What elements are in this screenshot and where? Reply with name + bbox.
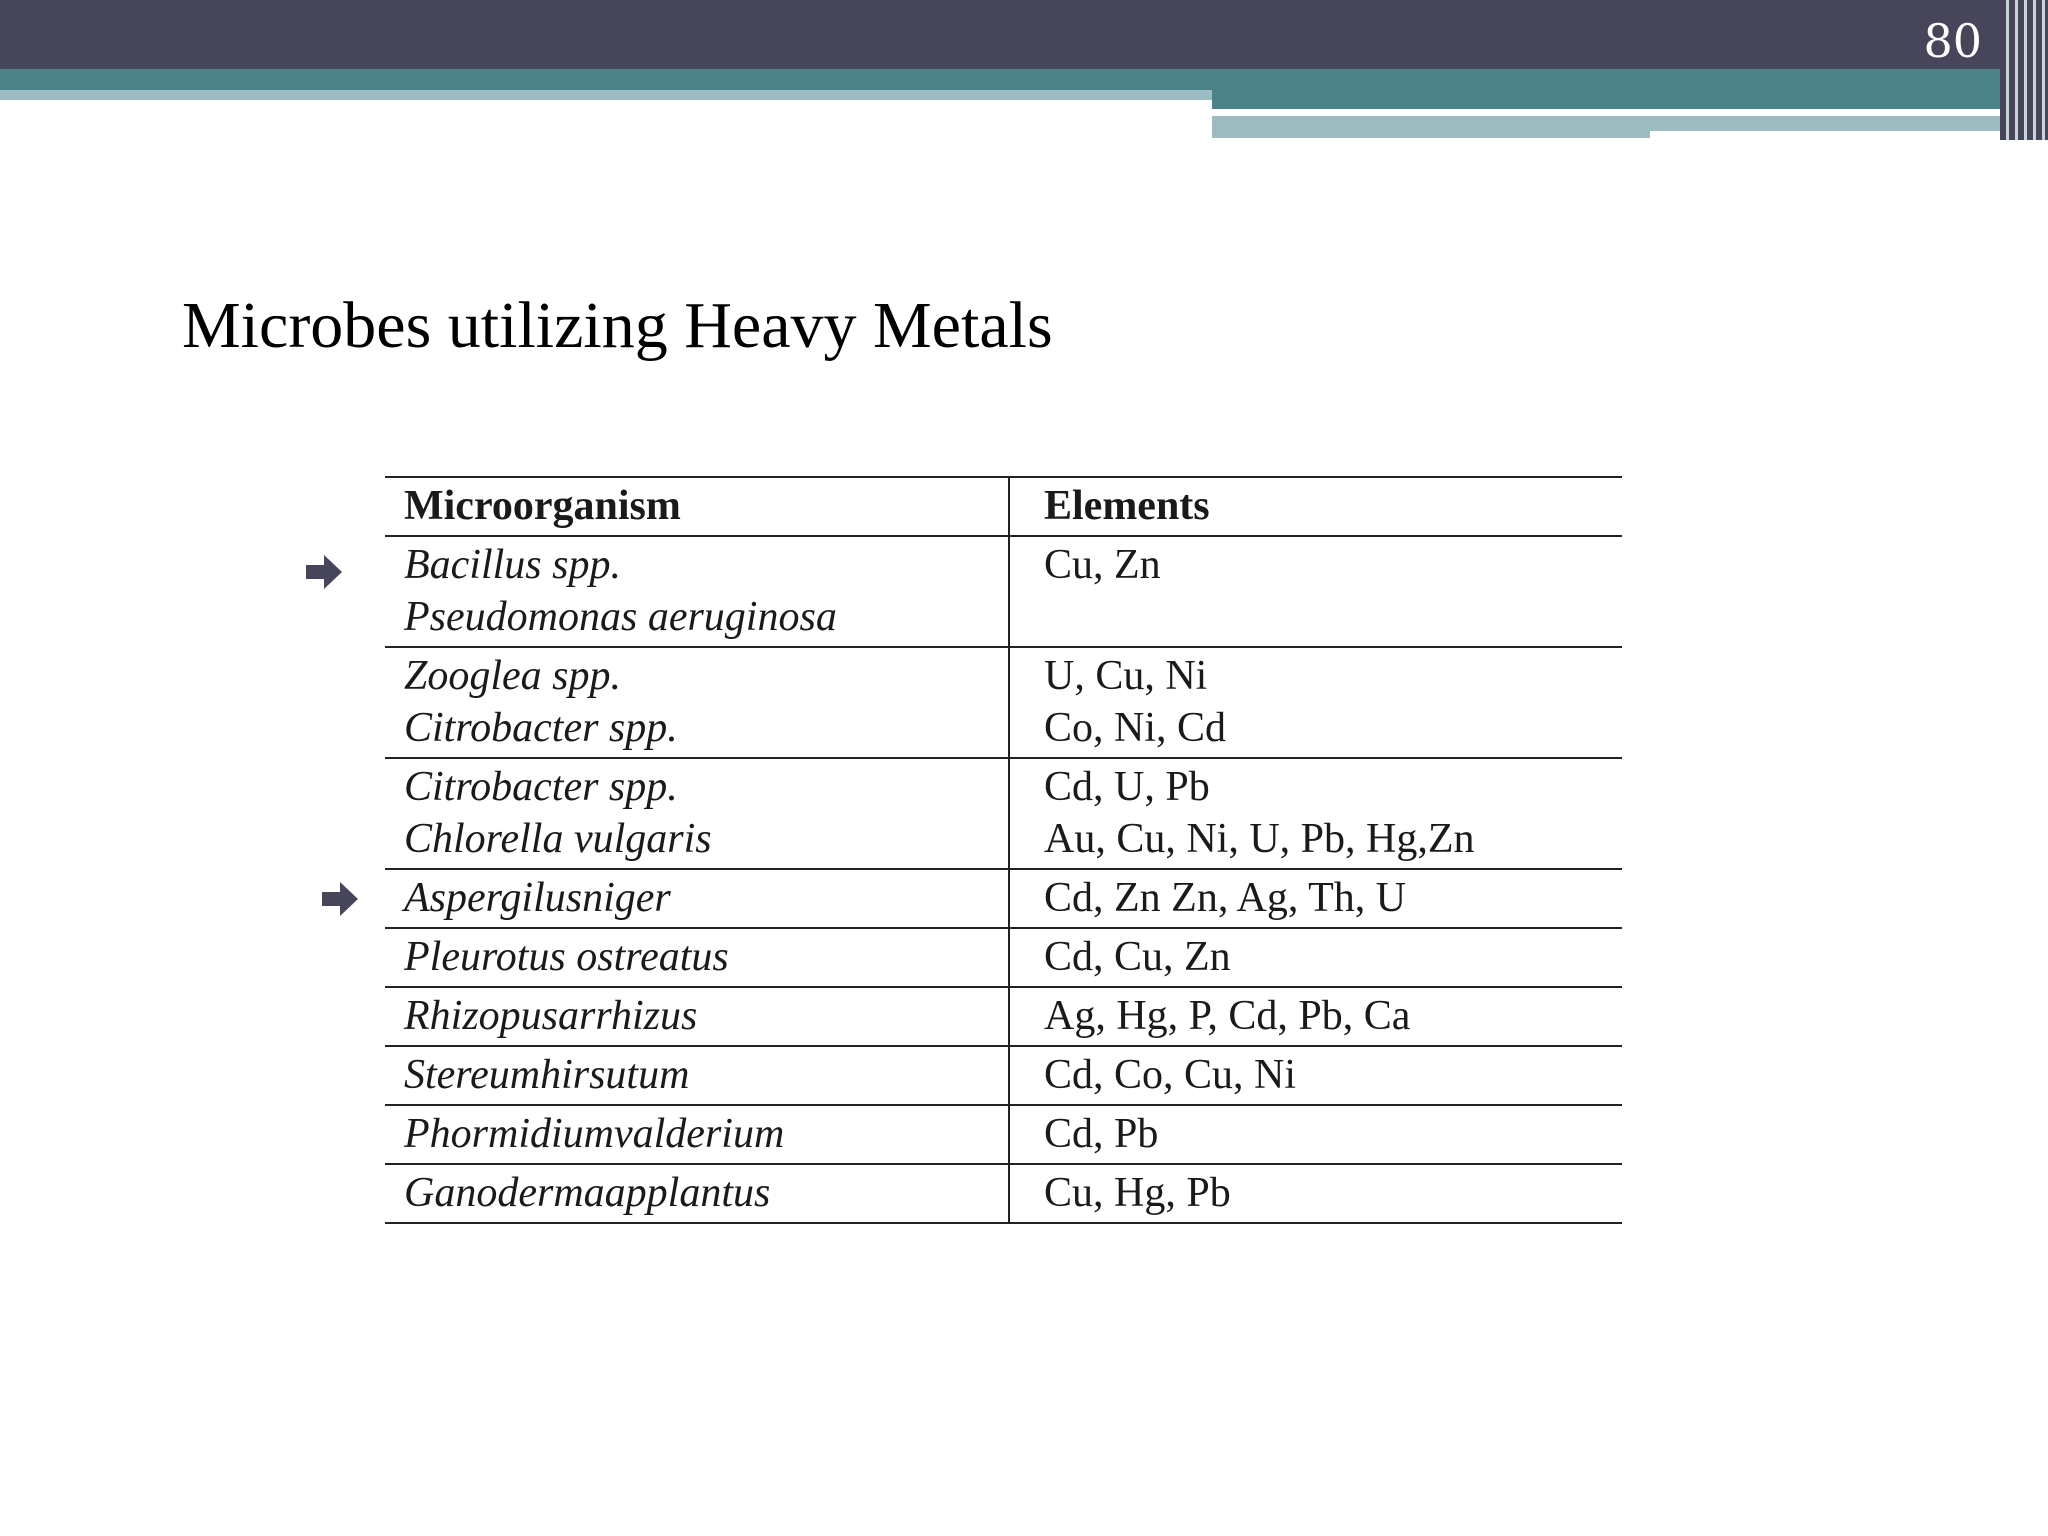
table-row — [385, 647, 1622, 758]
element-list: Cd, Co, Cu, Ni — [1044, 1052, 1297, 1098]
organism-cell — [385, 928, 1009, 987]
header-band-light — [0, 90, 1212, 100]
organism-name: Stereumhirsutum — [404, 1052, 690, 1098]
organism-name: Citrobacter spp. — [404, 764, 678, 810]
organism-cell — [385, 758, 1009, 869]
arrow-shape — [322, 882, 358, 916]
organism-name: Bacillus spp. — [404, 542, 621, 588]
header-divider-line-2 — [1650, 131, 2000, 138]
element-list: Cu, Zn — [1044, 542, 1161, 588]
header-band-teal — [0, 69, 2048, 90]
organism-name: Zooglea spp. — [404, 653, 622, 699]
header-band-dark — [0, 0, 2048, 69]
element-list: Au, Cu, Ni, U, Pb, Hg,Zn — [1044, 816, 1475, 862]
organism-name: Rhizopusarrhizus — [404, 993, 698, 1039]
organism-cell — [385, 1105, 1009, 1164]
elements-cell — [1009, 758, 1622, 869]
element-list: Cu, Hg, Pb — [1044, 1170, 1231, 1216]
element-list: U, Cu, Ni — [1044, 653, 1208, 699]
table-row — [385, 1164, 1622, 1223]
element-list: Cd, Cu, Zn — [1044, 934, 1231, 980]
elements-cell — [1009, 869, 1622, 928]
table-row — [385, 928, 1622, 987]
elements-cell — [1009, 987, 1622, 1046]
arrow-right-icon — [304, 552, 344, 592]
element-list: Co, Ni, Cd — [1044, 705, 1227, 751]
organism-cell — [385, 647, 1009, 758]
table-row — [385, 536, 1622, 647]
organism-name: Citrobacter spp. — [404, 705, 678, 751]
table-row — [385, 987, 1622, 1046]
element-list: Cd, Zn Zn, Ag, Th, U — [1044, 875, 1407, 921]
arrow-shape — [306, 555, 342, 589]
organism-name: Aspergilusniger — [404, 875, 671, 921]
elements-cell — [1009, 536, 1622, 647]
header-elements: Elements — [1009, 477, 1622, 536]
organism-name: Phormidiumvalderium — [404, 1111, 785, 1157]
organism-cell — [385, 1046, 1009, 1105]
header-stripes — [2000, 0, 2048, 140]
organism-cell — [385, 1164, 1009, 1223]
organism-cell — [385, 536, 1009, 647]
organism-name: Pleurotus ostreatus — [404, 934, 729, 980]
table-row — [385, 1105, 1622, 1164]
metals-table-container — [385, 476, 1622, 1224]
elements-cell — [1009, 1046, 1622, 1105]
elements-cell — [1009, 647, 1622, 758]
organism-cell — [385, 987, 1009, 1046]
page-number: 80 — [1923, 14, 1982, 68]
microbes-metals-table — [385, 476, 1622, 1224]
element-list — [1044, 591, 1622, 643]
elements-cell — [1009, 1105, 1622, 1164]
slide-title: Microbes utilizing Heavy Metals — [182, 289, 1053, 362]
table-row — [385, 1046, 1622, 1105]
elements-cell — [1009, 1164, 1622, 1223]
table-header-row — [385, 477, 1622, 536]
elements-cell — [1009, 928, 1622, 987]
organism-name: Pseudomonas aeruginosa — [404, 594, 837, 640]
arrow-right-icon — [320, 879, 360, 919]
header-band-teal-right — [1212, 90, 2048, 109]
organism-name: Chlorella vulgaris — [404, 816, 712, 862]
table-body — [385, 536, 1622, 1223]
organism-name: Ganodermaapplantus — [404, 1170, 771, 1216]
header-microorganism: Microorganism — [385, 477, 1009, 536]
table-row — [385, 758, 1622, 869]
element-list: Cd, U, Pb — [1044, 764, 1210, 810]
table-row — [385, 869, 1622, 928]
organism-cell — [385, 869, 1009, 928]
element-list: Cd, Pb — [1044, 1111, 1159, 1157]
element-list: Ag, Hg, P, Cd, Pb, Ca — [1044, 993, 1411, 1039]
